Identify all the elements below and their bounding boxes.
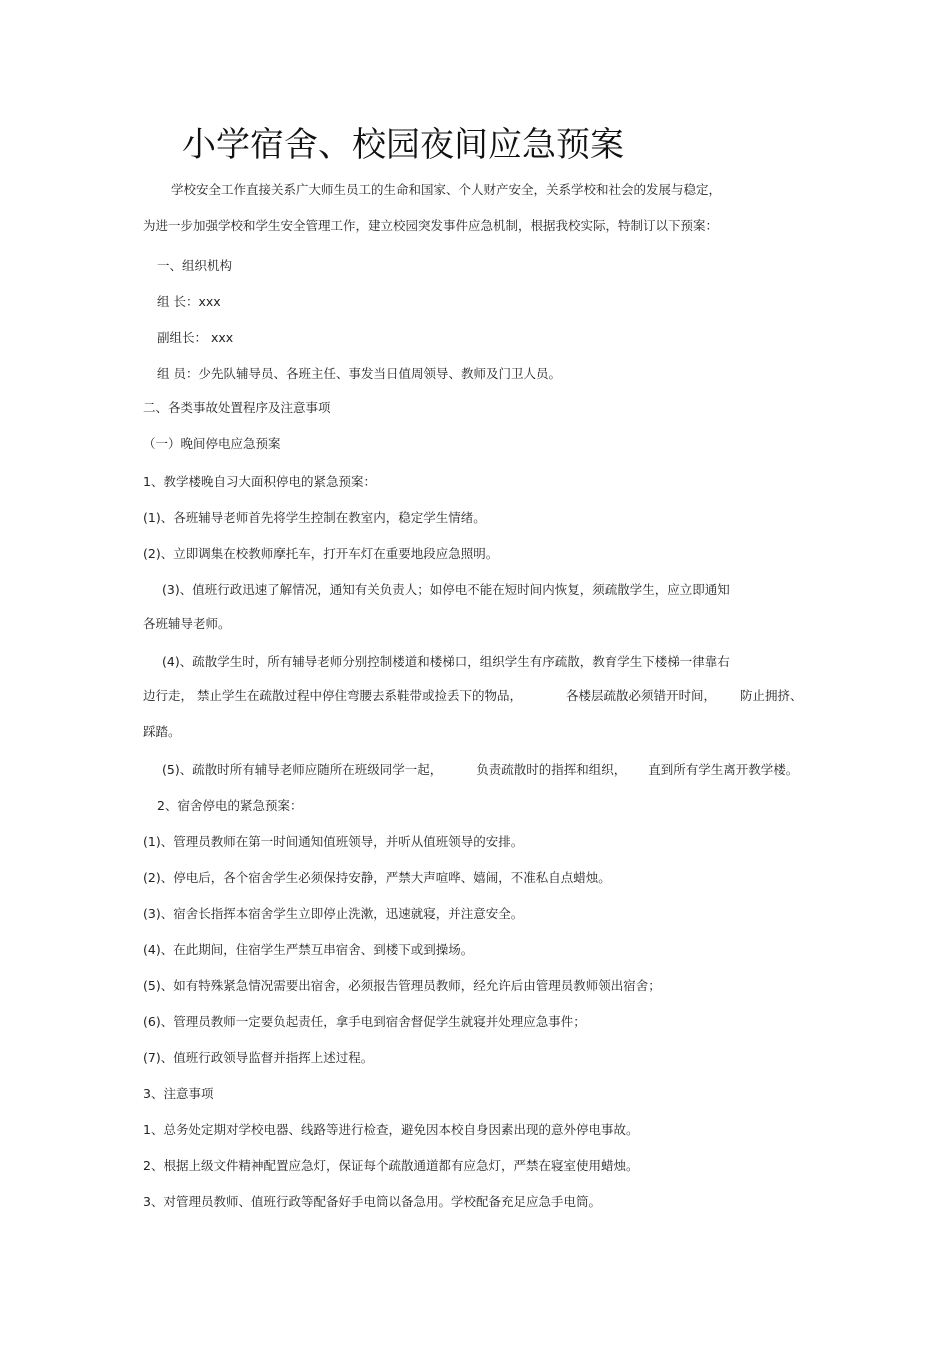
intro-line-1: 学校安全工作直接关系广大师生员工的生命和国家、个人财产安全，关系学校和社会的发展与稳定， (171, 182, 722, 197)
section-heading-procedures: 二、各类事故处置程序及注意事项 (143, 400, 331, 415)
teaching-item-4-line-2 (143, 687, 803, 705)
teaching-item-5-part-3: 直到所有学生离开教学楼。 (648, 762, 799, 777)
teaching-item-3-line-1: (3)、值班行政迅速了解情况，通知有关负责人；如停电不能在短时间内恢复，须疏散学生，应立即通知 (162, 582, 730, 597)
dorm-item-5: (5)、如有特殊紧急情况需要出宿舍，必须报告管理员教师，经允许后由管理员教师领出宿舍； (143, 978, 661, 993)
dorm-item-7: (7)、值班行政领导监督并指挥上述过程。 (143, 1050, 374, 1065)
teaching-item-2: (2)、立即调集在校教师摩托车，打开车灯在重要地段应急照明。 (143, 546, 499, 561)
dorm-item-1: (1)、管理员教师在第一时间通知值班领导，并听从值班领导的安排。 (143, 834, 524, 849)
dorm-heading: 2、宿舍停电的紧急预案： (157, 798, 303, 813)
teaching-item-4-line-2-part-2: 各楼层疏散必须错开时间， (565, 688, 716, 703)
note-item-2: 2、根据上级文件精神配置应急灯，保证每个疏散通道都有应急灯，严禁在寝室使用蜡烛。 (143, 1158, 639, 1173)
teaching-item-5 (162, 761, 798, 779)
notes-heading: 3、注意事项 (143, 1086, 214, 1101)
dorm-item-4: (4)、在此期间，住宿学生严禁互串宿舍、到楼下或到操场。 (143, 942, 474, 957)
teaching-item-5-part-1: (5)、疏散时所有辅导老师应随所在班级同学一起， (162, 762, 443, 777)
dorm-item-2: (2)、停电后，各个宿舍学生必须保持安静，严禁大声喧哗、嬉闹，不准私自点蜡烛。 (143, 870, 611, 885)
teaching-item-4-line-2-part-1: 边行走， 禁止学生在疏散过程中停住弯腰去系鞋带或捡丢下的物品， (143, 688, 522, 703)
note-item-1: 1、总务处定期对学校电器、线路等进行检查，避免因本校自身因素出现的意外停电事故。 (143, 1122, 639, 1137)
dorm-item-3: (3)、宿舍长指挥本宿舍学生立即停止洗漱，迅速就寝，并注意安全。 (143, 906, 524, 921)
intro-line-2: 为进一步加强学校和学生安全管理工作，建立校园突发事件应急机制，根据我校实际，特制订以下预案： (143, 218, 719, 233)
subsection-heading-night-outage: （一）晚间停电应急预案 (143, 436, 281, 451)
teaching-item-4-line-3: 踩踏。 (143, 724, 181, 739)
teaching-item-4-line-2-part-3: 防止拥挤、 (740, 688, 803, 703)
org-leader: 组 长：xxx (157, 294, 221, 309)
org-members: 组 员：少先队辅导员、各班主任、事发当日值周领导、教师及门卫人员。 (157, 366, 561, 381)
document-title: 小学宿舍、校园夜间应急预案 (182, 125, 624, 165)
note-item-3: 3、对管理员教师、值班行政等配备好手电筒以备急用。学校配备充足应急手电筒。 (143, 1194, 601, 1209)
teaching-item-3-line-2: 各班辅导老师。 (143, 616, 231, 631)
section-heading-org: 一、组织机构 (157, 258, 233, 273)
teaching-item-4-line-1: (4)、疏散学生时，所有辅导老师分别控制楼道和楼梯口，组织学生有序疏散，教育学生下楼梯一律靠右 (162, 654, 730, 669)
teaching-building-heading: 1、教学楼晚自习大面积停电的紧急预案： (143, 474, 376, 489)
teaching-item-5-part-2: 负责疏散时的指挥和组织， (476, 762, 627, 777)
teaching-item-1: (1)、各班辅导老师首先将学生控制在教室内，稳定学生情绪。 (143, 510, 486, 525)
org-deputy: 副组长： xxx (157, 330, 234, 345)
dorm-item-6: (6)、管理员教师一定要负起责任，拿手电到宿舍督促学生就寝并处理应急事件； (143, 1014, 586, 1029)
